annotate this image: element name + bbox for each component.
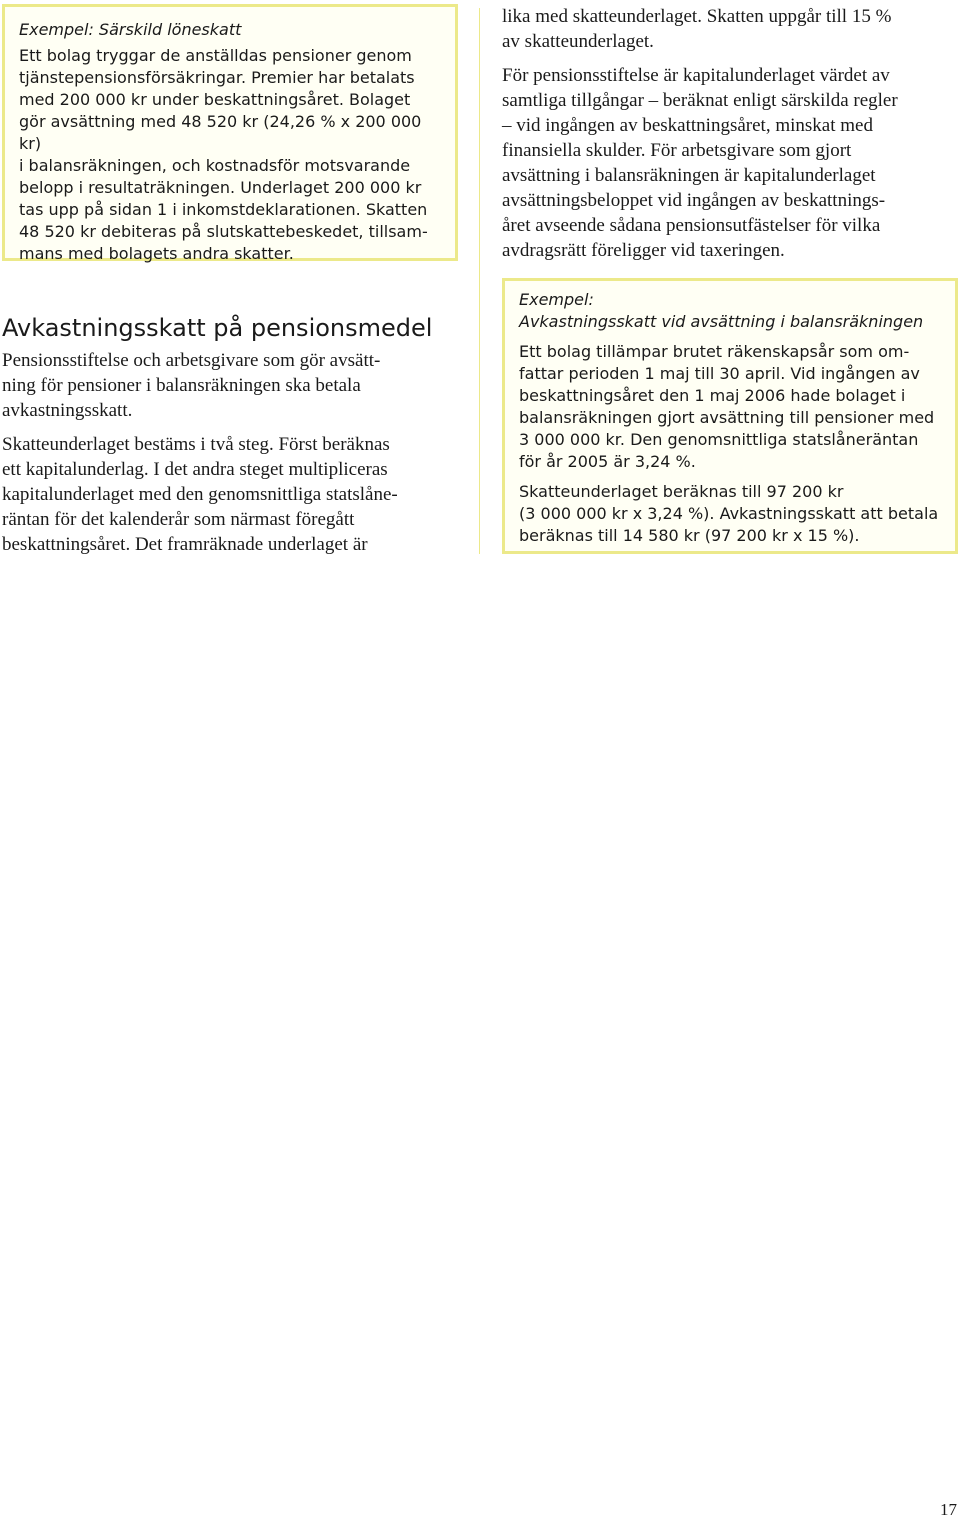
text-line: finansiella skulder. För arbetsgivare som gjort [502, 140, 852, 161]
text-line: balansräkningen gjort avsättning till pensioner med [519, 408, 935, 427]
text-line: samtliga tillgångar – beräknat enligt särskilda regler [502, 90, 898, 111]
example-title [519, 289, 941, 333]
text-line: Skatteunderlaget beräknas till 97 200 kr [519, 482, 844, 501]
text-line: fattar perioden 1 maj till 30 april. Vid ingången av [519, 364, 920, 383]
text-line: gör avsättning med 48 520 kr (24,26 % x 200 000 kr) [19, 112, 422, 153]
text-line: i balansräkningen, och kostnadsför motsvarande [19, 156, 411, 175]
text-line: räntan för det kalenderår som närmast föregått [2, 509, 355, 530]
body-paragraph [2, 348, 452, 423]
page-number: 17 [940, 1500, 957, 1519]
text-line: Skatteunderlaget bestäms i två steg. Först beräknas [2, 434, 390, 455]
text-line: avdragsrätt föreligger vid taxeringen. [502, 240, 785, 261]
text-line: kapitalunderlaget med den genomsnittliga statslåne- [2, 484, 398, 505]
body-paragraph [502, 63, 958, 263]
text-line: (3 000 000 kr x 3,24 %). Avkastningsskatt att betala [519, 504, 939, 523]
text-line: beräknas till 14 580 kr (97 200 kr x 15 %). [519, 526, 860, 545]
body-paragraph [2, 432, 452, 557]
text-line: ning för pensioner i balansräkningen ska betala [2, 375, 361, 396]
section-heading: Avkastningsskatt på pensionsmedel [2, 314, 433, 342]
text-line: – vid ingången av beskattningsåret, minskat med [502, 115, 873, 136]
text-line: lika med skatteunderlaget. Skatten uppgår till 15 % [502, 6, 892, 27]
text-line: 48 520 kr debiteras på slutskattebeskedet, tillsam- [19, 222, 428, 241]
example-body [19, 45, 441, 265]
text-line: avkastningsskatt. [2, 400, 133, 421]
text-line: med 200 000 kr under beskattningsåret. Bolaget [19, 90, 411, 109]
text-line: avsättningsbeloppet vid ingången av beskattnings- [502, 190, 886, 211]
text-line: För pensionsstiftelse är kapitalunderlaget värdet av [502, 65, 890, 86]
text-line: Pensionsstiftelse och arbetsgivare som gör avsätt- [2, 350, 381, 371]
body-paragraph [502, 4, 958, 54]
text-line: för år 2005 är 3,24 %. [519, 452, 696, 471]
example-title: Exempel: Särskild löneskatt [19, 20, 242, 39]
text-line: beskattningsåret den 1 maj 2006 hade bolaget i [519, 386, 906, 405]
text-line: ett kapitalunderlag. I det andra steget multipliceras [2, 459, 388, 480]
text-line: tjänstepensionsförsäkringar. Premier har betalats [19, 68, 415, 87]
text-line: belopp i resultaträkningen. Underlaget 200 000 kr [19, 178, 422, 197]
example-body [519, 341, 941, 473]
example-label: Exempel: [519, 290, 594, 309]
example-box-avkastningsskatt [502, 278, 958, 554]
text-line: Ett bolag tillämpar brutet räkenskapsår som om- [519, 342, 910, 361]
text-line: avsättning i balansräkningen är kapitalunderlaget [502, 165, 876, 186]
text-line: tas upp på sidan 1 i inkomstdeklarationen. Skatten [19, 200, 428, 219]
text-line: året avseende sådana pensionsutfästelser för vilka [502, 215, 881, 236]
text-line: 3 000 000 kr. Den genomsnittliga statslåneräntan [519, 430, 919, 449]
text-line: Ett bolag tryggar de anställdas pensioner genom [19, 46, 412, 65]
text-line: mans med bolagets andra skatter. [19, 244, 294, 263]
column-divider [479, 8, 480, 554]
text-line: beskattningsåret. Det framräknade underlaget är [2, 534, 368, 555]
example-box-loneskatt [2, 4, 458, 261]
example-subtitle: Avkastningsskatt vid avsättning i balansräkningen [519, 312, 924, 331]
text-line: av skatteunderlaget. [502, 31, 654, 52]
example-body [519, 481, 941, 547]
